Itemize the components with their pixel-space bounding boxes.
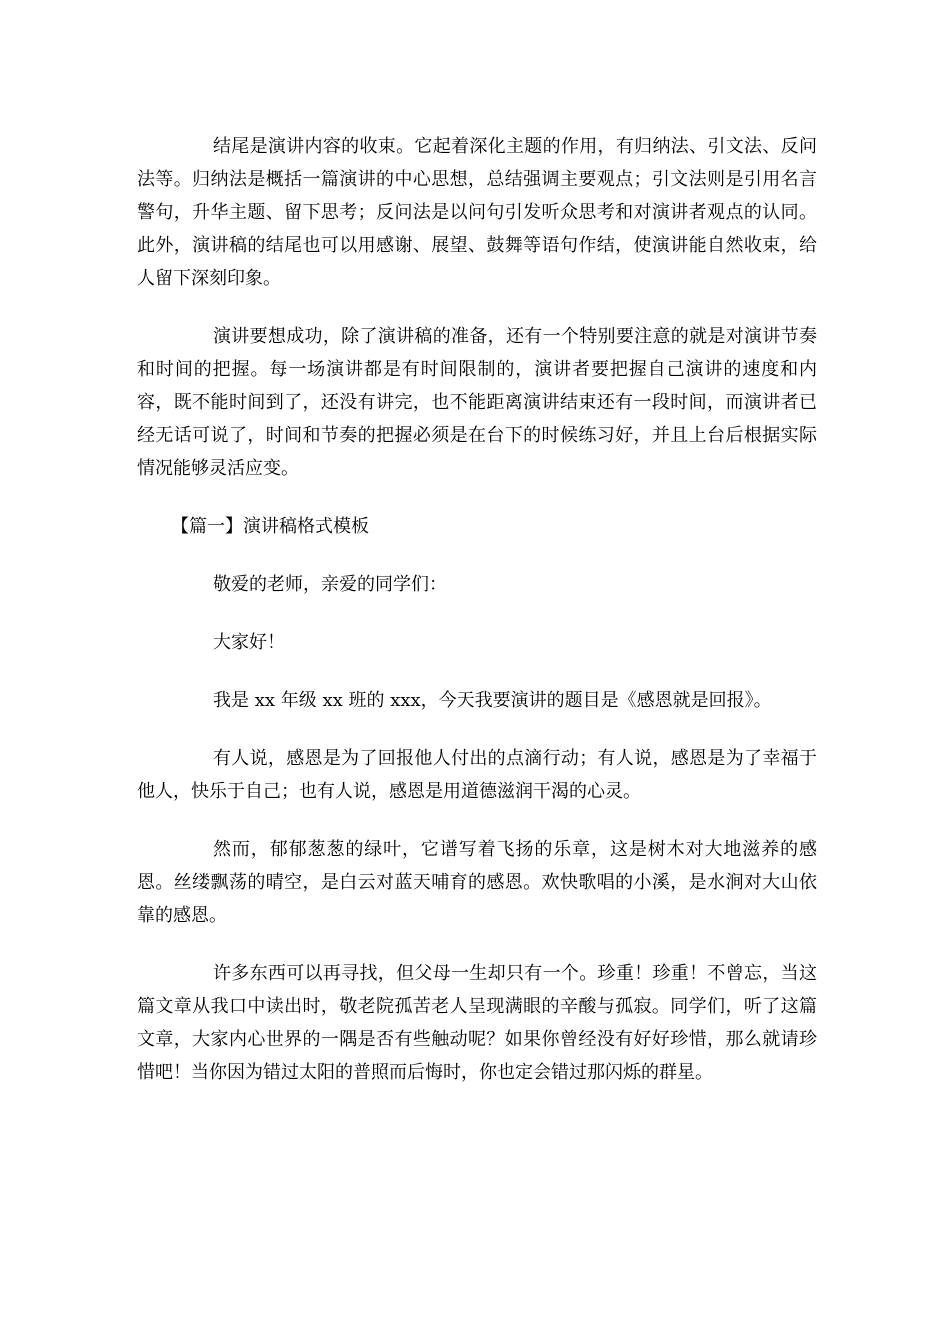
document-body — [137, 130, 817, 1114]
paragraph-timing-rhythm: 演讲要想成功，除了演讲稿的准备，还有一个特别要注意的就是对演讲节奏和时间的把握。每一场演讲都是有时间限制的，演讲者要把握自己演讲的速度和内容，既不能时间到了，还没有讲完，也不能距离演讲结束还有一段时间，而演讲者已经无话可说了，时间和节奏的把握必须是在台下的时候练习好，并且上台后根据实际情况能够灵活应变。 — [137, 326, 817, 479]
section-heading: 【篇一】演讲稿格式模板 — [171, 516, 369, 537]
paragraph-gratitude-definitions: 有人说，感恩是为了回报他人付出的点滴行动；有人说，感恩是为了幸福于他人，快乐于自己；也有人说，感恩是用道德滋润干渴的心灵。 — [137, 748, 817, 802]
paragraph-conclusion-technique: 结尾是演讲内容的收束。它起着深化主题的作用，有归纳法、引文法、反问法等。归纳法是概括一篇演讲的中心思想，总结强调主要观点；引文法则是引用名言警句，升华主题、留下思考；反问法是以问句引发听众思考和对演讲者观点的认同。此外，演讲稿的结尾也可以用感谢、展望、鼓舞等语句作结，使演讲能自然收束，给人留下深刻印象。 — [137, 136, 817, 289]
paragraph-greeting-salutation: 敬爱的老师，亲爱的同学们： — [213, 574, 447, 595]
paragraph-self-introduction: 我是 xx 年级 xx 班的 xxx，今天我要演讲的题目是《感恩就是回报》。 — [213, 690, 772, 711]
paragraph-cherish-parents: 许多东西可以再寻找，但父母一生却只有一个。珍重！珍重！不曾忘，当这篇文章从我口中读出时，敬老院孤苦老人呈现满眼的辛酸与孤寂。同学们，听了这篇文章，大家内心世界的一隅是否有些触动呢？如果你曾经没有好好珍惜，那么就请珍惜吧！当你因为错过太阳的普照而后悔时，你也定会错过那闪烁的群星。 — [137, 963, 817, 1083]
paragraph-nature-gratitude: 然而，郁郁葱葱的绿叶，它谱写着飞扬的乐章，这是树木对大地滋养的感恩。丝缕飘荡的晴空，是白云对蓝天哺育的感恩。欢快歌唱的小溪，是水涧对大山依靠的感恩。 — [137, 839, 817, 926]
paragraph-greeting-hello: 大家好！ — [213, 632, 285, 653]
